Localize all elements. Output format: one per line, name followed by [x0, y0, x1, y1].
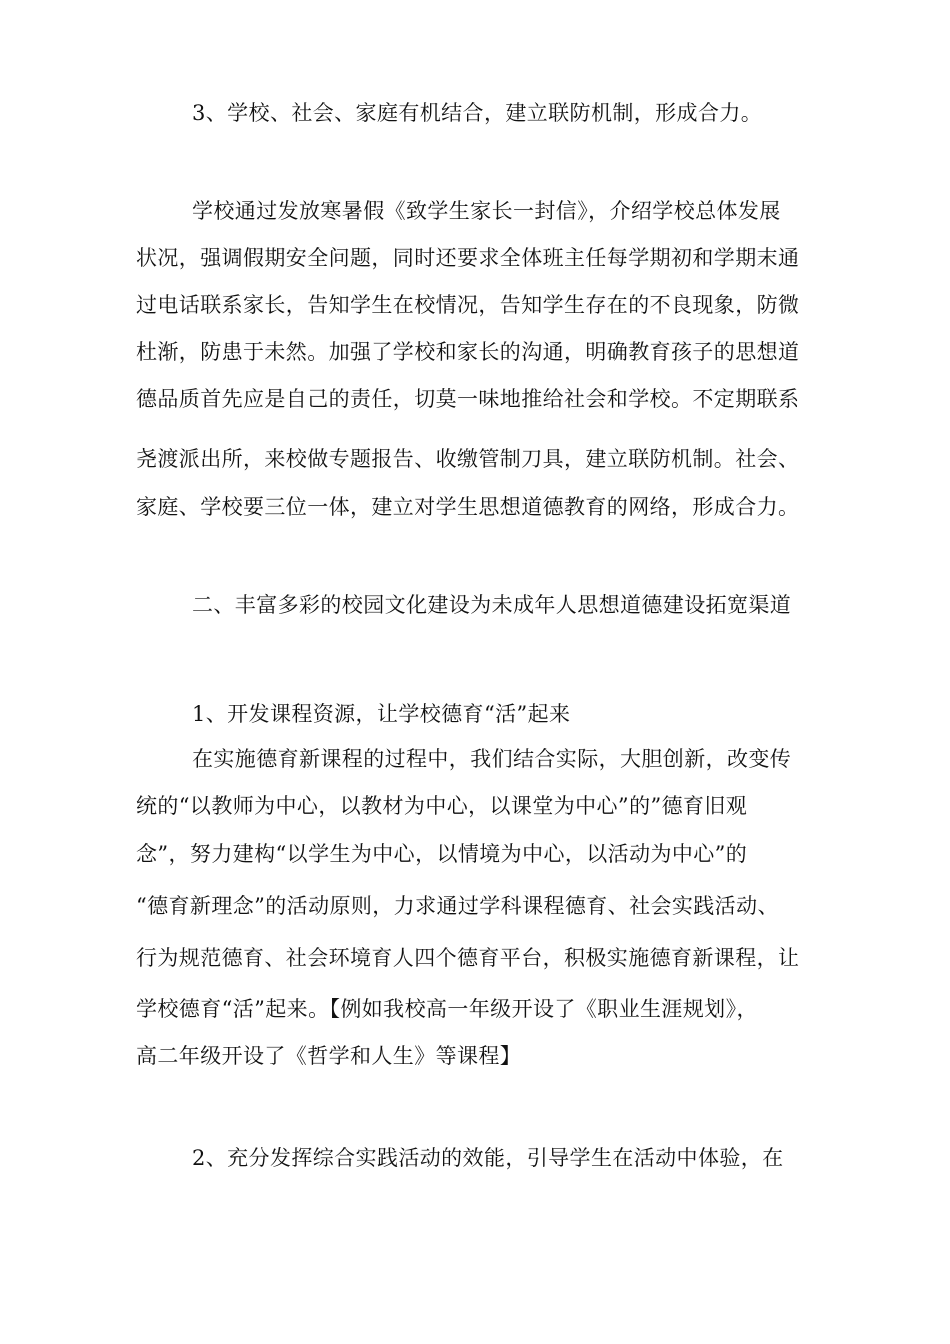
section-3-heading: 3、学校、社会、家庭有机结合，建立联防机制，形成合力。: [192, 101, 763, 125]
paragraph-1-line-5: 德品质首先应是自己的责任，切莫一味地推给社会和学校。不定期联系: [136, 387, 800, 411]
paragraph-1-line-3: 过电话联系家长，告知学生在校情况，告知学生存在的不良现象，防微: [136, 293, 800, 317]
paragraph-1-line-7: 家庭、学校要三位一体，建立对学生思想道德教育的网络，形成合力。: [136, 495, 800, 519]
paragraph-1-line-2: 状况，强调假期安全问题，同时还要求全体班主任每学期初和学期末通: [136, 246, 800, 270]
paragraph-2-line-7: 高二年级开设了《哲学和人生》等课程】: [136, 1044, 522, 1068]
paragraph-2-line-3: 念”，努力建构“以学生为中心，以情境为中心，以活动为中心”的: [136, 842, 748, 866]
paragraph-2-line-6: 学校德育“活”起来。【例如我校高一年级开设了《职业生涯规划》，: [136, 997, 758, 1021]
paragraph-2-line-4: “德育新理念”的活动原则，力求通过学科课程德育、社会实践活动、: [136, 894, 779, 918]
paragraph-2-line-1: 在实施德育新课程的过程中，我们结合实际，大胆创新，改变传: [192, 747, 792, 771]
section-two-heading: 二、丰富多彩的校园文化建设为未成年人思想道德建设拓宽渠道: [192, 593, 792, 617]
paragraph-2-line-5: 行为规范德育、社会环境育人四个德育平台，积极实施德育新课程，让: [136, 946, 800, 970]
paragraph-2-line-2: 统的“以教师为中心，以教材为中心，以课堂为中心”的”德育旧观: [136, 794, 748, 818]
paragraph-1-line-1: 学校通过发放寒暑假《致学生家长一封信》，介绍学校总体发展: [192, 199, 781, 223]
item-2-heading: 2、充分发挥综合实践活动的效能，引导学生在活动中体验，在: [192, 1146, 784, 1170]
paragraph-1-line-4: 杜渐，防患于未然。加强了学校和家长的沟通，明确教育孩子的思想道: [136, 340, 800, 364]
item-1-heading: 1、开发课程资源，让学校德育“活”起来: [192, 702, 571, 726]
paragraph-1-line-6: 尧渡派出所，来校做专题报告、收缴管制刀具，建立联防机制。社会、: [136, 447, 800, 471]
